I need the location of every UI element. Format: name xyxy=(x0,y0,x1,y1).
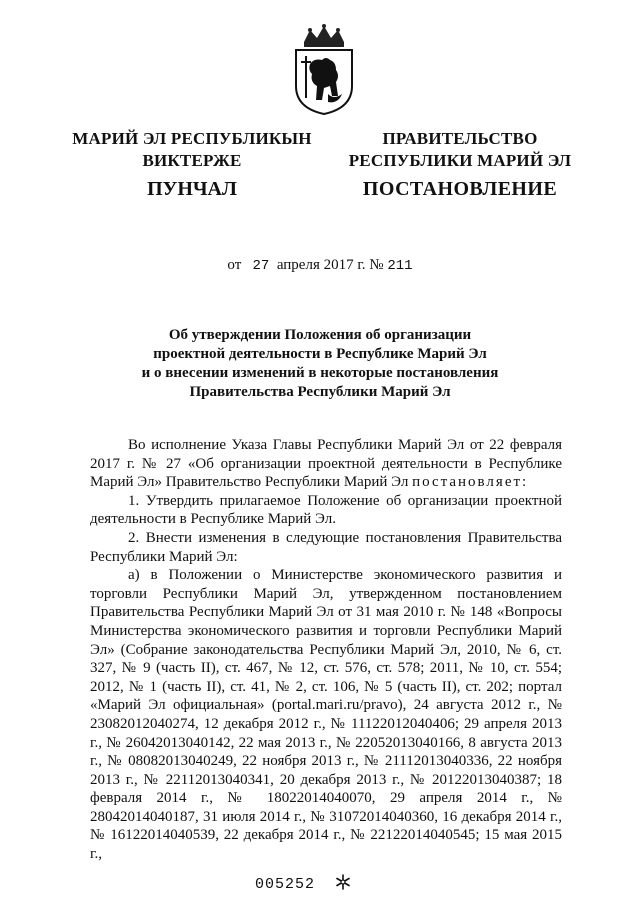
header-left-line2: ВИКТЕРЖЕ xyxy=(142,151,242,170)
date-line xyxy=(0,257,640,274)
title-line3: и о внесении изменений в некоторые постановления xyxy=(141,365,499,381)
serial-number: 005252 xyxy=(255,876,316,893)
header-right-line2: РЕСПУБЛИКИ МАРИЙ ЭЛ xyxy=(348,151,572,170)
snowflake-mark-icon xyxy=(335,874,351,890)
date-day: 27 xyxy=(252,258,270,274)
header-right-line1: ПРАВИТЕЛЬСТВО xyxy=(382,129,538,148)
header-left xyxy=(72,128,312,172)
decree-number: 211 xyxy=(387,258,413,274)
paragraph-item-2a: а) в Положении о Министерстве экономического развития и торговли Республики Марий Эл, утвержденном постановлением Правительства Республики Марий Эл от 31 мая 2010 г. № 148 «Вопросы Министерства экономического развития и торговли Республики Марий Эл» (Собрание законодательства Республики Марий Эл, 2010, № 6, ст. 327, № 9 (часть II), ст. 467, № 12, ст. 576, ст. 578; 2011, № 10, ст. 554; 2012, № 1 (часть II), ст. 41, № 2, ст. 106, № 5 (часть II), ст. 202; портал «Марий Эл официальная» (portal.mari.ru/pravo), 24 августа 2012 г., № 23082012040274, 12 декабря 2012 г., № 11122012040406; 29 апреля 2013 г., № 26042013040142, 22 мая 2013 г., № 22052013040166, 8 августа 2013 г., № 08082013040249, 22 ноября 2013 г., № 21112013040336, 22 ноября 2013 г., № 22112013040341, 20 декабря 2013 г., № 20122013040387; 18 февраля 2014 г., № 18022014040070, 29 апреля 2014 г., № 28042014040187, 31 июля 2014 г., № 31072014040360, 16 декабря 2014 г., № 16122014040539, 22 декабря 2014 г., № 22122014040545; 15 мая 2015 г., xyxy=(90,567,562,863)
document-title xyxy=(80,326,560,402)
header-right xyxy=(335,128,585,172)
title-line4: Правительства Республики Марий Эл xyxy=(189,384,451,400)
preamble-text: Во исполнение Указа Главы Республики Марий Эл от 22 февраля 2017 г. № 27 «Об организации проектной деятельности в Республике Марий Эл» Правительство Республики Марий Эл xyxy=(90,437,562,491)
date-prefix: от xyxy=(227,257,242,273)
document-type-russian: ПОСТАНОВЛЕНИЕ xyxy=(362,178,558,200)
coat-of-arms-icon xyxy=(290,24,358,116)
resolves-word: постановляет: xyxy=(412,474,529,491)
document-type-mari: ПУНЧАЛ xyxy=(147,178,237,200)
title-line1: Об утверждении Положения об организации xyxy=(168,327,472,343)
paragraph-item-2: 2. Внести изменения в следующие постановления Правительства Республики Марий Эл: xyxy=(90,529,562,565)
document-body xyxy=(90,436,562,864)
paragraph-item-1: 1. Утвердить прилагаемое Положение об организации проектной деятельности в Республике Марий Эл. xyxy=(90,492,562,528)
paragraph-preamble xyxy=(90,436,562,492)
title-line2: проектной деятельности в Республике Марий Эл xyxy=(153,346,487,362)
date-month-year: апреля 2017 г. № xyxy=(276,257,384,273)
header-left-line1: МАРИЙ ЭЛ РЕСПУБЛИКЫН xyxy=(72,129,312,148)
